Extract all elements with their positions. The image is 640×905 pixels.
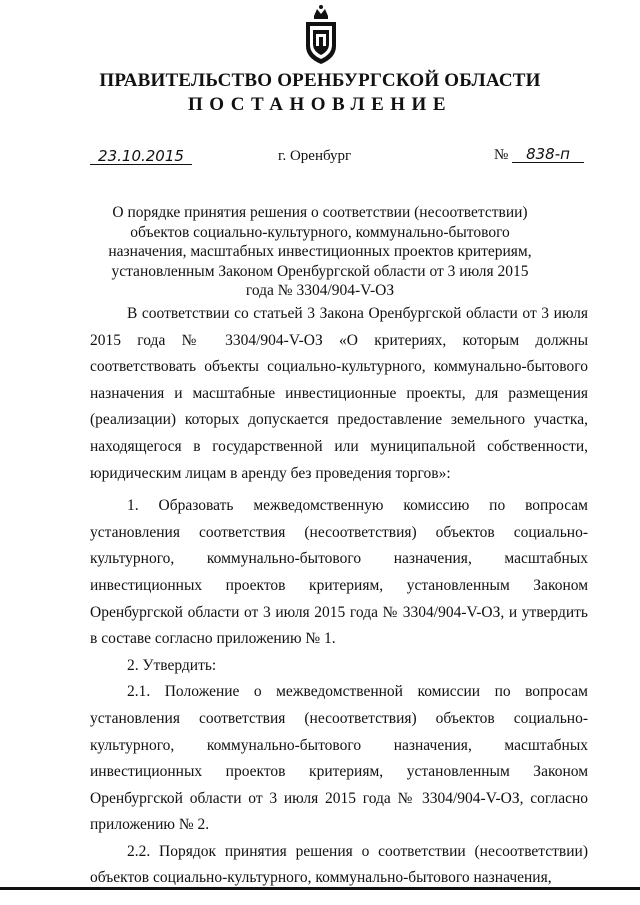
document-type: ПОСТАНОВЛЕНИЕ: [187, 94, 453, 115]
document-subject: О порядке принятия решения о соответствии (несоответствии) объектов социально-культурного, коммунально-бытового назначения, масштабных инвестиционных проектов критериям, установленным Законом Оренбургской области от 3 июля 2015 года № 3304/904-V-ОЗ: [108, 204, 532, 299]
body-paragraph: В соответствии со статьей 3 Закона Оренбургской области от 3 июля 2015 года № 3304/904-V-ОЗ «О критериях, которым должны соответствовать объекты социально-культурного, коммунально-бытового назначения и масштабные инвестиционные проекты, для размещения (реализации) которых допускается предоставление земельного участка, находящегося в государственной или муниципальной собственности, юридическим лицам в аренду без проведения торгов»:: [90, 305, 588, 482]
document-city: г. Оренбург: [278, 148, 352, 164]
document-body: [90, 301, 588, 892]
body-paragraph: 2. Утвердить:: [127, 656, 217, 674]
body-paragraph: 2.2. Порядок принятия решения о соответствии (несоответствии) объектов социально-культурного, коммунально-бытового назначения,: [90, 842, 588, 887]
coat-of-arms-icon: [302, 4, 340, 66]
government-title: ПРАВИТЕЛЬСТВО ОРЕНБУРГСКОЙ ОБЛАСТИ: [99, 70, 541, 91]
document-number: 838-п: [512, 146, 584, 163]
body-paragraph: 1. Образовать межведомственную комиссию по вопросам установления соответствия (несоответствия) объектов социально-культурного, коммунально-бытового назначения, масштабных инвестиционных проектов критериям, установленным Законом Оренбургской области от 3 июля 2015 года № 3304/904-V-ОЗ, и утвердить в составе согласно приложению № 1.: [90, 497, 588, 648]
body-paragraph: 2.1. Положение о межведомственной комиссии по вопросам установления соответствия (несоответствия) объектов социально-культурного, коммунально-бытового назначения, масштабных инвестиционных проектов критериям, установленным Законом Оренбургской области от 3 июля 2015 года № 3304/904-V-ОЗ, согласно приложению № 2.: [90, 683, 588, 834]
number-label: №: [494, 147, 509, 163]
page-bottom-rule: [0, 887, 640, 890]
document-date: 23.10.2015: [90, 148, 192, 165]
